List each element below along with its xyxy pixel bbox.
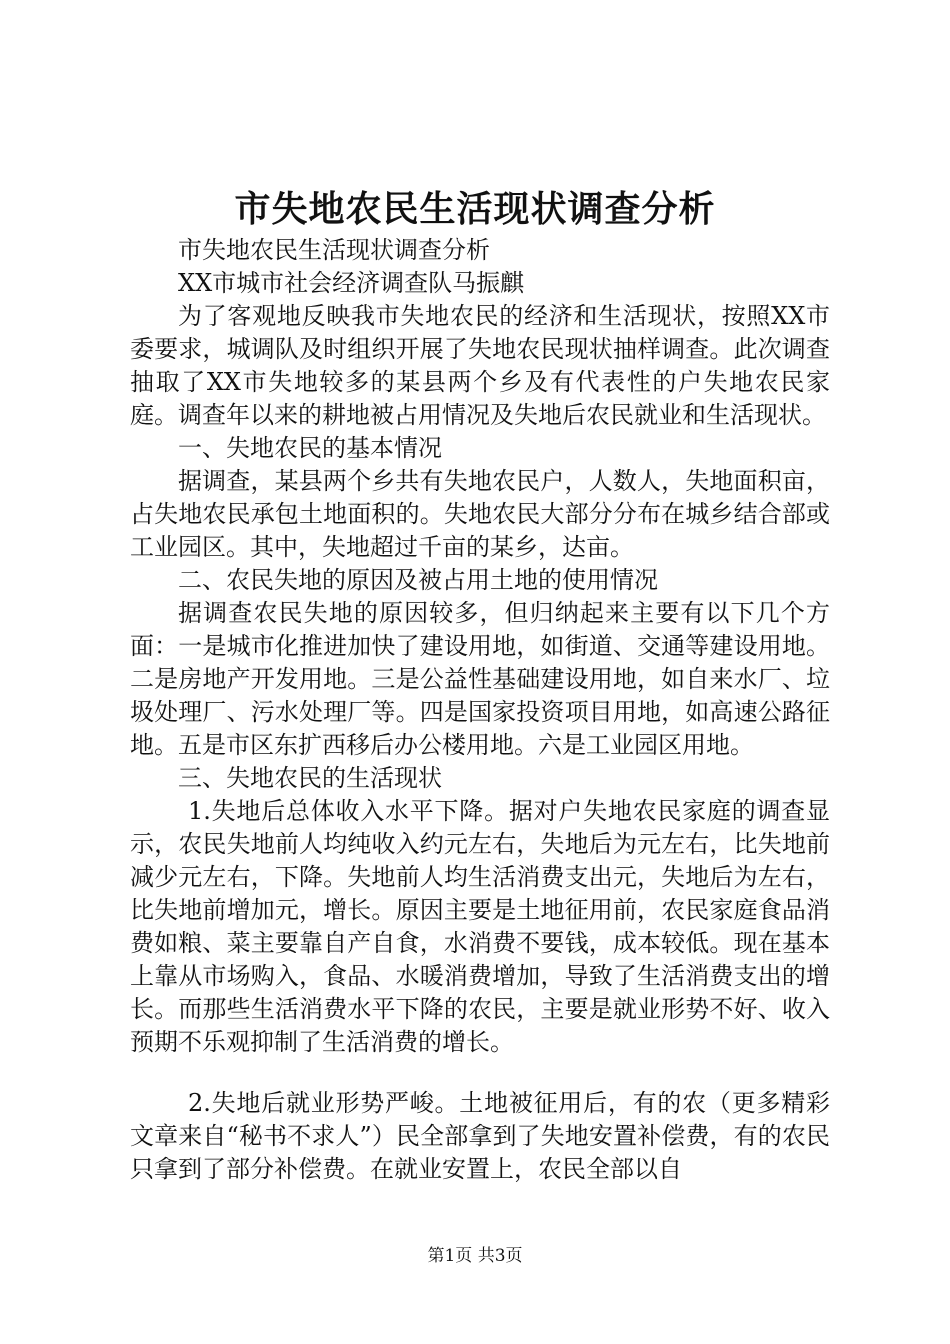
paragraph-section-1: 据调查，某县两个乡共有失地农民户，人数人，失地面积亩，占失地农民承包土地面积的。失地农民大部分分布在城乡结合部或工业园区。其中，失地超过千亩的某乡，达亩。 xyxy=(130,467,830,561)
document-title: 市失地农民生活现状调查分析 xyxy=(234,188,716,230)
paragraph-item-1: 1.失地后总体收入水平下降。据对户失地农民家庭的调查显示，农民失地前人均纯收入约元左右，失地后为元左右，比失地前减少元左右，下降。失地前人均生活消费支出元，失地后为左右，比失地前增加元，增长。原因主要是土地征用前，农民家庭食品消费如粮、菜主要靠自产自食，水消费不要钱，成本较低。现在基本上靠从市场购入，食品、水暖消费增加，导致了生活消费支出的增长。而那些生活消费水平下降的农民，主要是就业形势不好、收入预期不乐观抑制了生活消费的增长。 xyxy=(130,797,830,1056)
paragraph-intro: 为了客观地反映我市失地农民的经济和生活现状，按照XX市委要求，城调队及时组织开展了失地农民现状抽样调查。此次调查抽取了XX市失地较多的某县两个乡及有代表性的户失地农民家庭。调查年以来的耕地被占用情况及失地后农民就业和生活现状。 xyxy=(130,302,830,429)
paragraph-heading-repeat: 市失地农民生活现状调查分析 xyxy=(178,236,490,264)
section-heading-2: 二、农民失地的原因及被占用土地的使用情况 xyxy=(178,566,658,594)
paragraph-item-2: 2.失地后就业形势严峻。土地被征用后，有的农（更多精彩文章来自“秘书不求人”）民全部拿到了失地安置补偿费，有的农民只拿到了部分补偿费。在就业安置上，农民全部以自 xyxy=(130,1089,830,1183)
paragraph-section-2: 据调查农民失地的原因较多，但归纳起来主要有以下几个方面：一是城市化推进加快了建设用地，如街道、交通等建设用地。二是房地产开发用地。三是公益性基础建设用地，如自来水厂、垃圾处理厂、污水处理厂等。四是国家投资项目用地，如高速公路征地。五是市区东扩西移后办公楼用地。六是工业园区用地。 xyxy=(130,599,830,759)
paragraph-author: XX市城市社会经济调查队马振麒 xyxy=(178,269,525,297)
section-heading-3: 三、失地农民的生活现状 xyxy=(178,764,442,792)
document-body xyxy=(130,234,830,1186)
page-footer: 第1页 共3页 xyxy=(427,1246,523,1266)
section-heading-1: 一、失地农民的基本情况 xyxy=(178,434,442,462)
